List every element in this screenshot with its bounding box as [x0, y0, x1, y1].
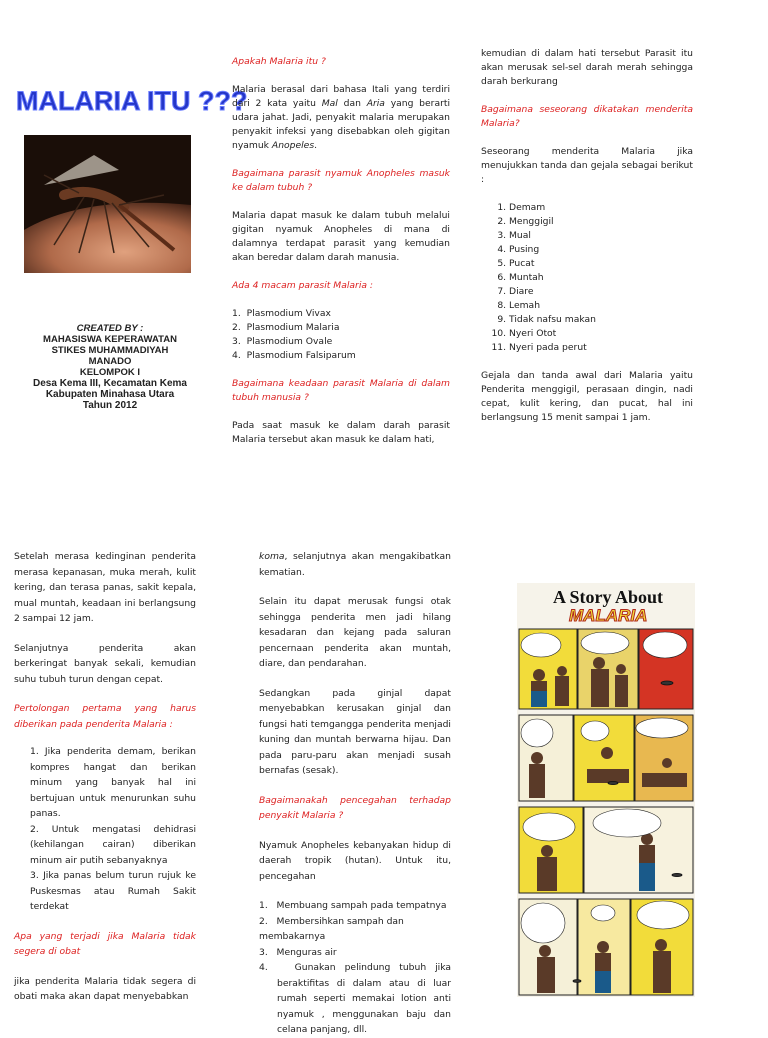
list-item: 4. Gunakan pelindung tubuh jika beraktifitas di dalam atau di luar rumah seperti memakai lotion anti nyamuk , menggunakan baju dan celana panjang, dll.: [259, 962, 451, 1035]
list-item: 1. Jika penderita demam, berikan kompres hangat dan berikan minum yang banyak hal ini bertujuan untuk menurunkan suhu panas.: [30, 746, 196, 819]
list-item: 8. Lemah: [509, 299, 693, 313]
heading-how-parasite-enters: Bagaimana parasit nyamuk Anopheles masuk ke dalam tubuh ?: [232, 168, 450, 193]
list-item: 2. Plasmodium Malaria: [232, 322, 340, 333]
paragraph-untreated: jika penderita Malaria tidak segera di obati maka akan dapat menyebabkan: [14, 975, 196, 1002]
text-span: .: [314, 140, 318, 151]
paragraph-brain: Selain itu dapat merusak fungsi otak sehingga penderita men jadi hilang kesadaran dan kejang pada saluran pencernaan penderita akan muntah, diare, dan pendarahan.: [259, 596, 451, 669]
list-item-text: Plasmodium Falsiparum: [246, 350, 356, 361]
list-item-text: Plasmodium Ovale: [246, 336, 333, 347]
list-item-text: Plasmodium Malaria: [246, 322, 340, 333]
comic-illustration: [517, 583, 695, 997]
heading-first-aid: Pertolongan pertama yang harus diberikan pada penderita Malaria :: [14, 703, 196, 730]
list-item: 3. Mual: [509, 229, 693, 243]
list-item: 2. Menggigil: [509, 215, 693, 229]
credits-line: Tahun 2012: [82, 400, 138, 411]
paragraph-parasite-in-body: Pada saat masuk ke dalam darah parasit Malaria tersebut akan masuk ke dalam hati,: [232, 420, 450, 445]
comic-title-top: A Story About: [553, 587, 664, 607]
list-item: 3. Jika panas belum turun rujuk ke Puskesmas atau Rumah Sakit terdekat: [30, 870, 196, 912]
paragraph-symptoms-intro: Seseorang menderita Malaria jika menujukkan tanda dan gejala sebagai berikut :: [481, 146, 693, 185]
prevention-list: [259, 898, 451, 1038]
first-aid-list: [14, 744, 196, 915]
credits-line: CREATED BY :: [76, 323, 144, 334]
column-symptoms: [481, 47, 693, 425]
credits-line: MAHASISWA KEPERAWATAN: [43, 334, 177, 345]
credits-line: Desa Kema III, Kecamatan Kema: [33, 378, 187, 389]
list-item-text: Membuang sampah pada tempatnya: [276, 900, 447, 911]
credits-block: [10, 323, 210, 411]
heading-parasite-types: Ada 4 macam parasit Malaria :: [232, 280, 374, 291]
comic-story-about-malaria: [517, 583, 695, 997]
list-item: 1. Membuang sampah pada tempatnya: [259, 900, 447, 911]
malaria-title-text: MALARIA ITU ???: [16, 86, 248, 116]
text-span: , selanjutnya akan mengakibatkan kematian.: [259, 551, 451, 578]
paragraph-sweat-stage: Selanjutnya penderita akan berkeringat banyak sekali, kemudian suhu tubuh turun dengan cepat.: [14, 642, 196, 685]
heading-untreated: Apa yang terjadi jika Malaria tidak segera di obat: [14, 930, 196, 957]
list-item: 2. Untuk mengatasi dehidrasi (kehilangan cairan) diberikan minum air putih sebanyaknya: [30, 823, 196, 866]
paragraph-prevention-intro: Nyamuk Anopheles kebanyakan hidup di daerah tropik (hutan). Untuk itu, pencegahan: [259, 839, 451, 882]
credits-line: KELOMPOK I: [79, 367, 141, 378]
list-item: 4. Pusing: [509, 243, 693, 257]
list-item: 2. Membersihkan sampah dan membakarnya: [259, 915, 404, 942]
heading-prevention: Bagaimanakah pencegahan terhadap penyakit Malaria ?: [259, 794, 451, 821]
credits-line: Kabupaten Minahasa Utara: [45, 389, 175, 400]
paragraph-liver: kemudian di dalam hati tersebut Parasit itu akan merusak sel-sel darah merah sehingga darah berkurang: [481, 48, 693, 87]
paragraph-early-signs: Gejala dan tanda awal dari Malaria yaitu Penderita menggigil, perasaan dingin, nadi cepat, kulit kering, dan pucat, hal ini berlangsung 15 menit sampai 1 jam.: [481, 370, 693, 423]
paragraph-definition: [232, 83, 450, 153]
symptom-list: [481, 201, 693, 355]
mosquito-photo: [24, 135, 191, 273]
parasite-list: [232, 307, 450, 363]
text-span: Aria: [366, 98, 385, 109]
text-span: Anopeles: [271, 140, 315, 151]
list-item: 3. Menguras air: [259, 946, 337, 958]
column-what-is-malaria: [232, 55, 450, 447]
column-first-aid: [14, 549, 196, 1005]
heading-symptoms: Bagaimana seseorang dikatakan menderita Malaria?: [481, 104, 693, 129]
list-item-text: Membersihkan sampah dan membakarnya: [259, 915, 404, 942]
text-span: dan: [337, 98, 367, 109]
list-item: 1. Demam: [509, 201, 693, 215]
heading-parasite-in-body: Bagaimana keadaan parasit Malaria di dalam tubuh manusia ?: [232, 378, 450, 403]
paragraph-kidney: Sedangkan pada ginjal dapat menyebabkan kerusakan ginjal dan fungsi hati temgangga penderita menjadi kuning dan muntah berwarna hijau. Dan pada paru-paru akan menjadi susah bernafas (sesak).: [259, 687, 451, 776]
list-item: 9. Tidak nafsu makan: [509, 313, 693, 327]
list-item: 7. Diare: [509, 285, 693, 299]
list-item: 1. Plasmodium Vivax: [232, 308, 331, 319]
text-span: koma: [259, 551, 285, 562]
text-span: Malaria berasal dari bahasa Itali yang terdiri dari 2 kata yaitu: [232, 84, 450, 109]
text-span: Mal: [321, 98, 338, 109]
malaria-title-logo: [14, 80, 248, 120]
paragraph-parasite-enters: Malaria dapat masuk ke dalam tubuh melalui gigitan nyamuk Anopheles di mana di dalamnya terdapat parasit yang kemudian akan beredar dalam darah manusia.: [232, 210, 450, 263]
paragraph-coma: [259, 549, 451, 580]
list-item: 4. Plasmodium Falsiparum: [232, 350, 356, 361]
list-item: 3. Plasmodium Ovale: [232, 336, 333, 347]
paragraph-hot-stage: Setelah merasa kedinginan penderita merasa kepanasan, muka merah, kulit kering, dan terasa panas, sakit kepala, mual muntah, keadaan ini berlangsung 2 sampai 12 jam.: [14, 551, 196, 624]
list-item-text: Gunakan pelindung tubuh jika beraktifitas di dalam atau di luar rumah seperti memakai lotion anti nyamuk , menggunakan baju dan celana panjang, dll.: [277, 962, 451, 1035]
credits-line: MANADO: [88, 356, 132, 367]
list-item-text: Plasmodium Vivax: [246, 308, 331, 319]
list-item: 11. Nyeri pada perut: [509, 341, 693, 355]
text-span: yang berarti udara jahat. Jadi, penyakit malaria merupakan penyakit infeksi yang disebabkan oleh gigitan nyamuk: [232, 98, 451, 151]
list-item-text: Menguras air: [276, 946, 337, 958]
heading-apakah-malaria: Apakah Malaria itu ?: [232, 56, 326, 67]
credits-line: STIKES MUHAMMADIYAH: [51, 345, 169, 356]
column-prevention: [259, 549, 451, 1038]
list-item: 6. Muntah: [509, 271, 693, 285]
comic-title-main: MALARIA: [569, 606, 648, 625]
list-item: 5. Pucat: [509, 257, 693, 271]
list-item: 10. Nyeri Otot: [509, 327, 693, 341]
